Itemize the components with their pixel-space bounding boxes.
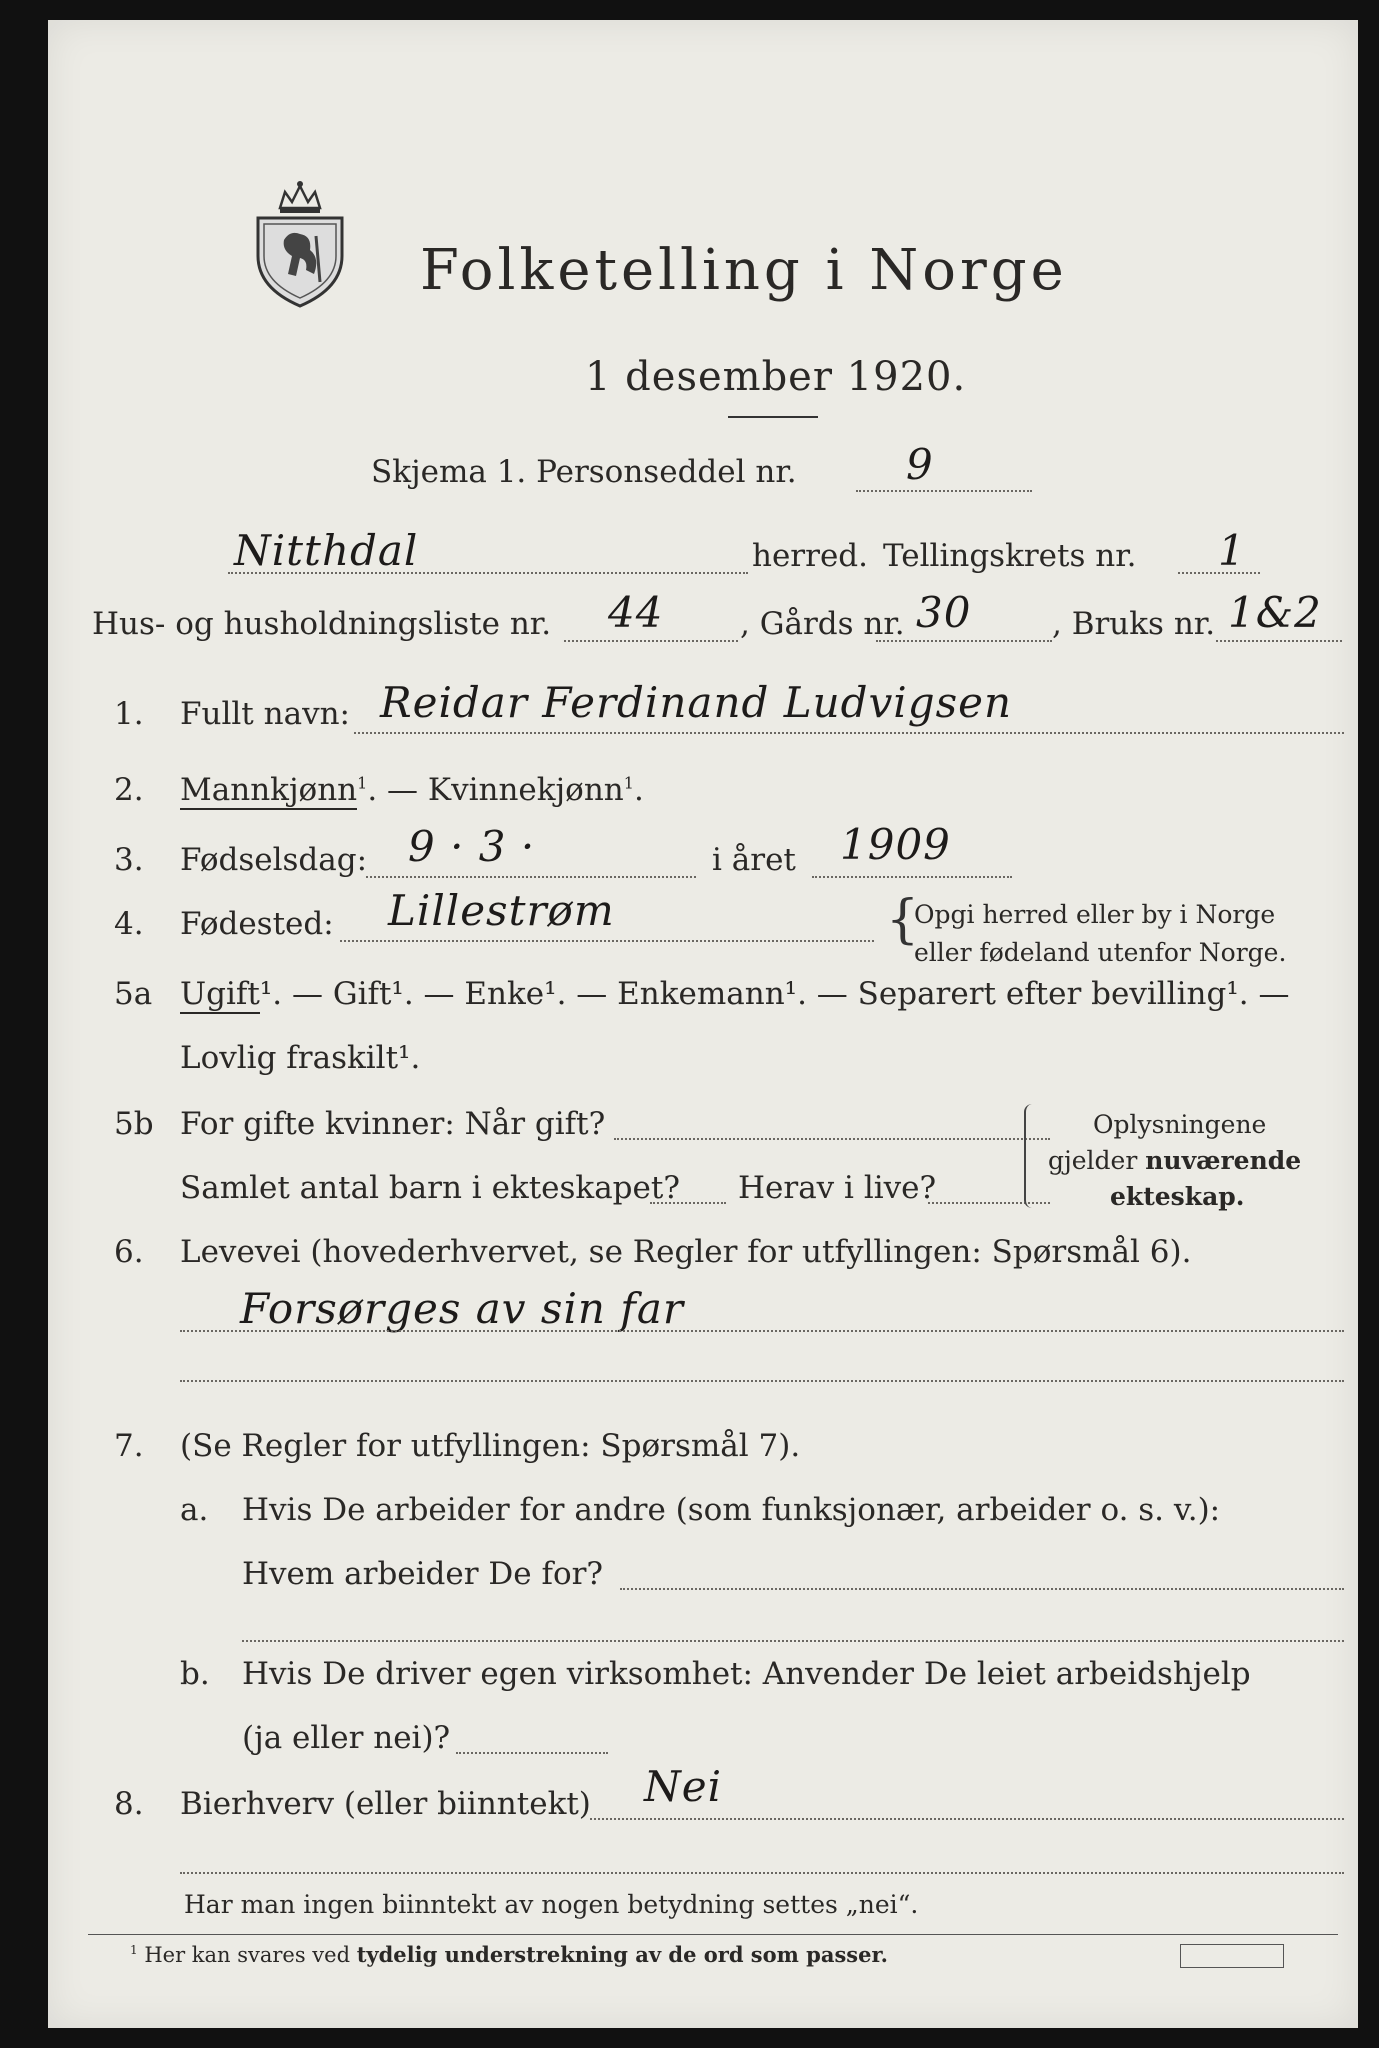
gards-line <box>876 640 1052 642</box>
birth-year-line <box>812 876 1012 878</box>
census-form-page <box>48 20 1358 2028</box>
q5b-number: 5b <box>114 1106 154 1142</box>
q5b-label2: Samlet antal barn i ekteskapet? <box>180 1170 680 1206</box>
q7-number: 7. <box>114 1428 144 1464</box>
q5a-other-options: ¹. — Gift¹. — Enke¹. — Enkemann¹. — Separert efter bevilling¹. — <box>259 976 1290 1012</box>
gards-value[interactable]: 30 <box>916 588 972 637</box>
occupation-value[interactable]: Forsørges av sin far <box>240 1284 684 1333</box>
hus-label: Hus- og husholdningsliste nr. <box>92 606 552 642</box>
q4-label: Fødested: <box>180 906 334 942</box>
bruks-line <box>1216 640 1342 642</box>
tellingskrets-label: Tellingskrets nr. <box>883 538 1137 574</box>
q2-separator: . — <box>367 772 428 808</box>
q2-footnote-mark-2: 1 <box>623 773 634 793</box>
birth-year-value[interactable]: 1909 <box>840 820 951 869</box>
form-title: Folketelling i Norge <box>420 238 1068 303</box>
printer-stamp-icon <box>1180 1944 1284 1968</box>
birthplace-line <box>340 940 874 942</box>
skjema-label: Skjema 1. Personseddel nr. <box>371 454 797 490</box>
full-name-value[interactable]: Reidar Ferdinand Ludvigsen <box>380 678 1013 727</box>
option-kvinnekjonn[interactable]: Kvinnekjønn <box>427 772 624 808</box>
employer-line-1 <box>620 1588 1344 1590</box>
footnote-text-a: Her kan svares ved <box>144 1943 357 1967</box>
employer-line-2 <box>242 1640 1344 1642</box>
herred-value[interactable]: Nitthdal <box>234 526 419 575</box>
q5a-number: 5a <box>114 976 153 1012</box>
q2-gender-options <box>180 772 644 808</box>
herred-line <box>228 572 748 574</box>
q7b-line2: (ja eller nei)? <box>242 1720 451 1756</box>
full-name-line <box>354 732 1344 734</box>
birthplace-value[interactable]: Lillestrøm <box>388 886 615 935</box>
occupation-line-2 <box>180 1380 1344 1382</box>
q7b-line1: Hvis De driver egen virksomhet: Anvender De leiet arbeidshjelp <box>242 1656 1251 1692</box>
marriage-date-line <box>614 1138 1050 1140</box>
tellingskrets-value[interactable]: 1 <box>1218 526 1246 575</box>
side-income-line-2 <box>180 1872 1344 1874</box>
q5b-label3: Herav i live? <box>738 1170 937 1206</box>
birthdate-value[interactable]: 9 · 3 · <box>408 822 536 871</box>
q2-number: 2. <box>114 772 144 808</box>
footnote-mark: 1 <box>130 1943 138 1957</box>
q8-number: 8. <box>114 1786 144 1822</box>
side-income-value[interactable]: Nei <box>644 1762 723 1811</box>
q5b-note-brace <box>1024 1104 1040 1208</box>
q3-number: 3. <box>114 842 144 878</box>
q5a-options <box>180 976 1289 1012</box>
herred-label: herred. <box>752 538 868 574</box>
birth-year-label: i året <box>712 842 796 878</box>
q7a-line2: Hvem arbeider De for? <box>242 1556 604 1592</box>
q1-label: Fullt navn: <box>180 696 350 732</box>
q5a-line2: Lovlig fraskilt¹. <box>180 1040 421 1076</box>
hired-help-line <box>456 1752 608 1754</box>
norwegian-coat-of-arms-icon <box>250 178 350 308</box>
q7a-letter: a. <box>180 1492 209 1528</box>
gards-label: , Gårds nr. <box>740 606 905 642</box>
q3-label: Fødselsdag: <box>180 842 368 878</box>
personseddel-line <box>856 490 1032 492</box>
hus-line <box>564 640 738 642</box>
option-ugift[interactable]: Ugift <box>180 976 260 1012</box>
q4-note-line1: Opgi herred eller by i Norge <box>914 900 1276 929</box>
option-mannkjonn[interactable]: Mannkjønn <box>180 772 358 808</box>
q1-number: 1. <box>114 696 144 732</box>
side-income-line <box>590 1818 1344 1820</box>
q5b-note-line2 <box>1048 1146 1301 1175</box>
occupation-line-1 <box>180 1330 1344 1332</box>
footnote <box>130 1942 888 1967</box>
q5b-note-line3: ekteskap. <box>1110 1182 1245 1211</box>
birthdate-line <box>366 876 696 878</box>
q5b-note-line1: Oplysningene <box>1093 1110 1267 1139</box>
q7a-line1: Hvis De arbeider for andre (som funksjonær, arbeider o. s. v.): <box>242 1492 1221 1528</box>
q6-label: Levevei (hovederhvervet, se Regler for utfyllingen: Spørsmål 6). <box>180 1234 1192 1270</box>
q5b-note-line2-a: gjelder <box>1048 1146 1146 1175</box>
footnote-divider <box>88 1934 1338 1935</box>
q8-label: Bierhverv (eller biinntekt) <box>180 1786 591 1822</box>
bruks-label: , Bruks nr. <box>1052 606 1216 642</box>
q7-label: (Se Regler for utfyllingen: Spørsmål 7). <box>180 1428 801 1464</box>
q2-footnote-mark-1: 1 <box>357 773 368 793</box>
q4-note-line2: eller fødeland utenfor Norge. <box>914 938 1287 967</box>
q5b-note-line2-b: nuværende <box>1145 1146 1302 1175</box>
footnote-text-b: tydelig understrekning av de ord som passer. <box>356 1942 888 1967</box>
title-divider <box>728 416 818 418</box>
hus-value[interactable]: 44 <box>608 588 664 637</box>
q7b-letter: b. <box>180 1656 210 1692</box>
q2-end: . <box>633 772 644 808</box>
q4-number: 4. <box>114 906 144 942</box>
q5b-label1: For gifte kvinner: Når gift? <box>180 1106 606 1142</box>
q4-note-brace: { <box>886 890 920 950</box>
side-income-note: Har man ingen biinntekt av nogen betydning settes „nei“. <box>184 1890 919 1919</box>
q6-number: 6. <box>114 1234 144 1270</box>
bruks-value[interactable]: 1&2 <box>1228 588 1322 637</box>
personseddel-value[interactable]: 9 <box>906 440 934 489</box>
form-date: 1 desember 1920. <box>585 354 967 400</box>
children-line <box>650 1202 726 1204</box>
